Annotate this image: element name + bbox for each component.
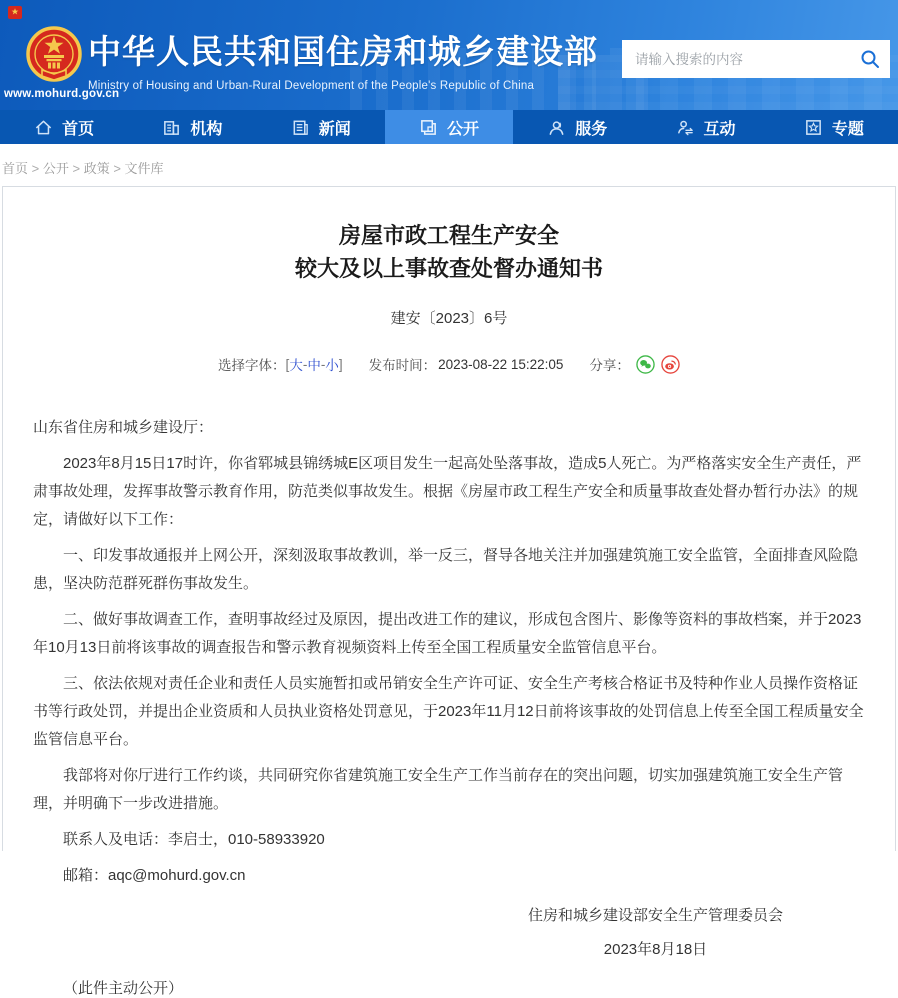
document-footnote: （此件主动公开） [63, 980, 184, 997]
document-number: 建安〔2023〕6号 [390, 310, 508, 327]
document-meta-row [3, 354, 895, 374]
nav-item-interaction[interactable] [641, 110, 769, 144]
document-paragraph: 二、做好事故调查工作，查明事故经过及原因，提出改进工作的建议，形成包含图片、影像等资料的事故档案，并于2023年10月13日前将该事故的调查报告和警示教育视频资料上传至全国工程质量安全监管信息平台。 [33, 611, 862, 656]
document-paragraph: 一、印发事故通报并上网公开，深刻汲取事故教训，举一反三，督导各地关注并加强建筑施工安全监管，全面排查风险隐患，坚决防范群死群伤事故发生。 [33, 547, 859, 592]
breadcrumb-separator: > [68, 161, 84, 176]
document-paragraph: 邮箱：aqc@mohurd.gov.cn [63, 867, 246, 884]
site-header [0, 0, 898, 110]
separator: - [302, 356, 308, 372]
nav-item-label: 新闻 [318, 120, 351, 138]
document-paragraph: 我部将对你厅进行工作约谈，共同研究你省建筑施工安全生产工作当前存在的突出问题，切实加强建筑施工安全生产管理，并明确下一步改进措施。 [33, 767, 844, 812]
nav-item-home[interactable] [0, 110, 128, 144]
document-body [3, 414, 895, 890]
breadcrumb-item[interactable]: 公开 [42, 161, 69, 176]
font-selector-label: 选择字体： [218, 358, 286, 373]
breadcrumb-item[interactable]: 首页 [2, 161, 29, 176]
main-navigation [0, 110, 898, 144]
font-size-medium-link[interactable]: 中 [307, 358, 321, 373]
site-url: www.mohurd.gov.cn [4, 88, 120, 100]
document-title [3, 219, 895, 285]
share-label: 分享： [589, 358, 630, 373]
font-size-large-link[interactable]: 大 [289, 358, 303, 373]
breadcrumb-separator: > [109, 161, 125, 176]
site-title: 中华人民共和国住房和城乡建设部 [88, 33, 598, 70]
nav-item-organization[interactable] [128, 110, 256, 144]
search-button[interactable] [850, 40, 890, 78]
document-paragraph: 三、依法依规对责任企业和责任人员实施暂扣或吊销安全生产许可证、安全生产考核合格证书及特种作业人员操作资格证书等行政处罚，并提出企业资质和人员执业资格处罚意见，于2023年11月12日前将该事故的处罚信息上传至全国工程质量安全监管信息平台。 [33, 675, 864, 748]
document-paragraph: 山东省住房和城乡建设厅： [33, 419, 214, 436]
document-card [2, 186, 896, 997]
search-input[interactable] [622, 40, 850, 78]
home-icon [34, 118, 53, 137]
nav-item-label: 机构 [190, 120, 223, 138]
nav-item-label: 互动 [703, 120, 736, 138]
document-paragraph: 2023年8月15日17时许，你省郓城县锦绣城E区项目发生一起高处坠落事故，造成5人死亡。为严格落实安全生产责任，严肃事故处理，发挥事故警示教育作用，防范类似事故发生。根据《房屋市政工程生产安全和质量事故查处督办暂行办法》的规定，请做好以下工作： [33, 455, 862, 528]
organization-icon [162, 118, 181, 137]
signature-organization: 住房和城乡建设部安全生产管理委员会 [527, 907, 783, 924]
publish-time-group [369, 354, 564, 374]
nav-item-label: 公开 [446, 120, 479, 138]
separator: - [320, 356, 326, 372]
font-size-selector [218, 354, 343, 374]
breadcrumb-item[interactable]: 政策 [83, 161, 110, 176]
site-title-english: Ministry of Housing and Urban-Rural Development of the People's Republic of China [88, 80, 535, 92]
share-group [589, 354, 680, 374]
publish-time-label: 发布时间： [368, 358, 437, 373]
font-size-small-link[interactable]: 小 [325, 358, 339, 373]
publish-time-value: 2023-08-22 15:22:05 [438, 356, 564, 372]
news-icon [291, 118, 310, 137]
signature-date: 2023年8月18日 [603, 941, 708, 958]
search-box [622, 40, 890, 78]
mini-emblem-icon [8, 5, 22, 20]
disclosure-icon [419, 118, 438, 137]
breadcrumb-separator: > [28, 161, 43, 176]
wechat-share-icon[interactable] [636, 355, 655, 374]
nav-item-news[interactable] [257, 110, 385, 144]
interaction-icon [676, 118, 695, 137]
nav-item-topics[interactable] [770, 110, 898, 144]
document-title-line2: 较大及以上事故查处督办通知书 [294, 256, 603, 281]
nav-item-label: 服务 [575, 120, 608, 138]
weibo-share-icon[interactable] [661, 355, 680, 374]
document-signature [528, 904, 783, 959]
bracket: [ [285, 356, 290, 372]
breadcrumb [0, 144, 898, 186]
national-emblem-icon [24, 26, 84, 88]
nav-item-label: 专题 [831, 120, 864, 138]
nav-item-disclosure[interactable] [385, 110, 513, 144]
document-paragraph: 联系人及电话：李启士，010-58933920 [63, 831, 325, 848]
document-title-line1: 房屋市政工程生产安全 [338, 223, 559, 248]
search-icon [860, 49, 880, 69]
nav-item-service[interactable] [513, 110, 641, 144]
nav-item-label: 首页 [62, 120, 95, 138]
service-icon [547, 118, 566, 137]
bracket: ] [338, 356, 343, 372]
topics-icon [804, 118, 823, 137]
breadcrumb-item[interactable]: 文件库 [124, 161, 164, 176]
